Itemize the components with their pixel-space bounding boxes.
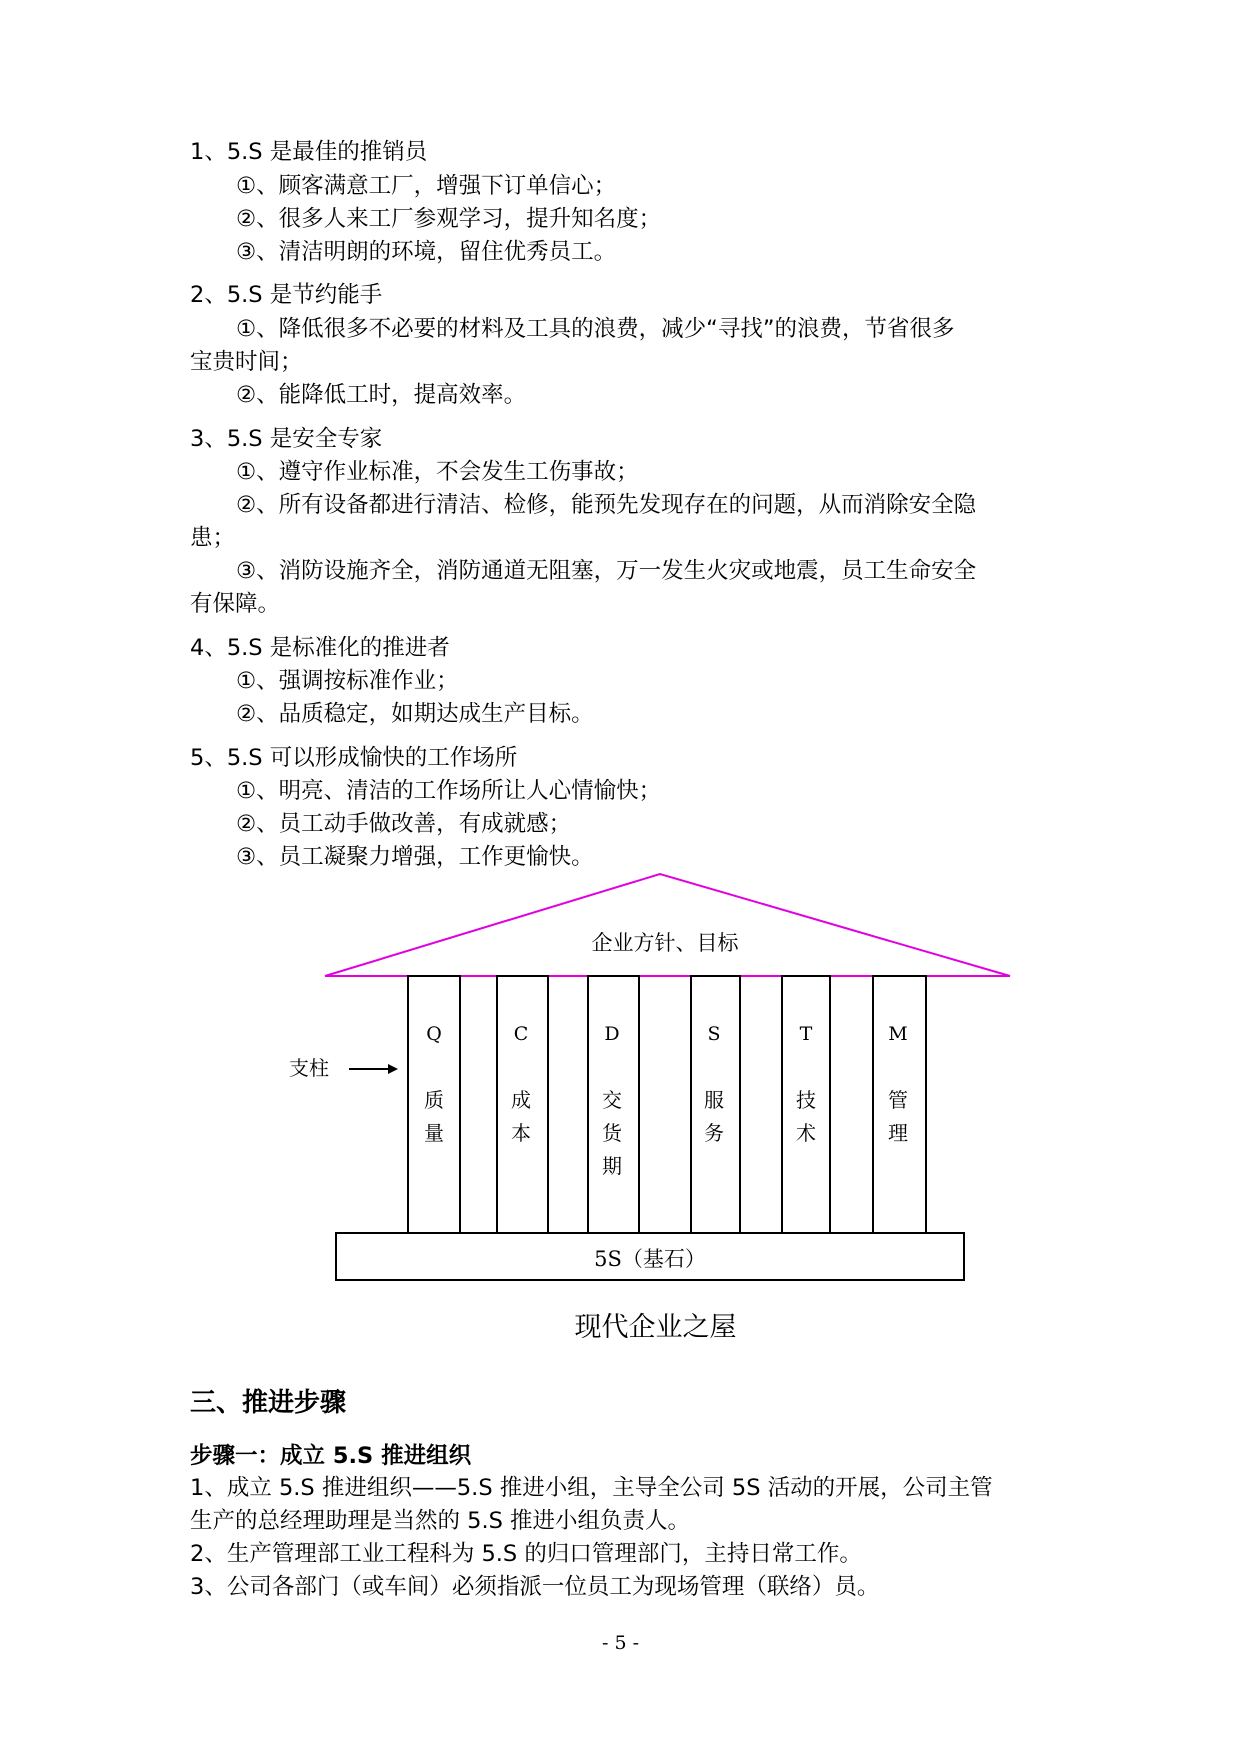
section-3-heading: 3、5.S 是安全专家 (190, 426, 383, 452)
pillar-c (497, 976, 548, 1233)
section-4-heading: 4、5.S 是标准化的推进者 (190, 635, 450, 661)
step-1-line-1-cont: 生产的总经理助理是当然的 5.S 推进小组负责人。 (190, 1508, 691, 1534)
pillar-m-letter: M (888, 1023, 908, 1045)
step-1-line-1: 1、成立 5.S 推进组织——5.S 推进小组，主导全公司 5S 活动的开展，公司主管 (190, 1475, 993, 1501)
foundation-base (336, 1233, 964, 1280)
section-4-item-1: ①、强调按标准作业； (236, 668, 459, 694)
section-1-item-2: ②、很多人来工厂参观学习，提升知名度； (236, 206, 662, 232)
section-5-item-2: ②、员工动手做改善，有成就感； (236, 811, 572, 837)
section-2-item-2: ②、能降低工时，提高效率。 (236, 382, 527, 408)
section-3-item-3: ③、消防设施齐全，消防通道无阻塞，万一发生火灾或地震，员工生命安全 (236, 558, 977, 584)
section-5-item-1: ①、明亮、清洁的工作场所让人心情愉快； (236, 778, 662, 804)
section-4-item-2: ②、品质稳定，如期达成生产目标。 (236, 701, 594, 727)
step-1-line-3: 3、公司各部门（或车间）必须指派一位员工为现场管理（联络）员。 (190, 1574, 880, 1600)
pillar-s-letter: S (707, 1023, 721, 1045)
pillar-label-d (602, 1088, 624, 1178)
section-2-item-1: ①、降低很多不必要的材料及工具的浪费，减少“寻找”的浪费，节省很多 (236, 316, 955, 342)
pillar-d (588, 976, 639, 1233)
pillar-label-char: 成 (511, 1088, 531, 1112)
pillar-label-char: 量 (424, 1121, 444, 1145)
section-3-item-3-cont: 有保障。 (190, 591, 281, 617)
pillar-label-q (424, 1088, 444, 1145)
pillar-label-m (888, 1088, 908, 1145)
roof-label: 企业方针、目标 (591, 931, 739, 955)
section-5-heading: 5、5.S 可以形成愉快的工作场所 (190, 745, 518, 771)
page-number: - 5 - (601, 1632, 639, 1654)
pillar-label-c (511, 1088, 531, 1145)
pillar-m (873, 976, 926, 1233)
pillar-label-char: 技 (796, 1088, 816, 1112)
section-3-item-1: ①、遵守作业标准，不会发生工伤事故； (236, 459, 639, 485)
section-5-item-3: ③、员工凝聚力增强，工作更愉快。 (236, 844, 594, 870)
section-3-title: 三、推进步骤 (190, 1388, 347, 1418)
pillar-label-char: 理 (888, 1121, 908, 1145)
pillar-t (782, 976, 830, 1233)
pillar-q (408, 976, 460, 1233)
pillar-label-char: 术 (796, 1121, 816, 1145)
pillar-label-char: 质 (424, 1088, 444, 1112)
section-3-item-2-cont: 患； (190, 525, 236, 551)
diagram-caption: 现代企业之屋 (574, 1312, 737, 1343)
pillar-label-char: 交 (602, 1088, 622, 1112)
pillar-pointer-label: 支柱 (289, 1056, 329, 1080)
roof-triangle (325, 874, 1010, 976)
section-2-heading: 2、5.S 是节约能手 (190, 282, 383, 308)
pillar-s (691, 976, 740, 1233)
section-3-item-2: ②、所有设备都进行清洁、检修，能预先发现存在的问题，从而消除安全隐 (236, 492, 977, 518)
section-1-heading: 1、5.S 是最佳的推销员 (190, 139, 428, 165)
pillar-d-letter: D (604, 1023, 620, 1045)
pillar-label-char: 务 (704, 1121, 724, 1145)
pillar-label-char: 本 (511, 1121, 531, 1145)
section-1-item-1: ①、顾客满意工厂，增强下订单信心； (236, 173, 617, 199)
pillar-label-char: 货 (602, 1121, 622, 1145)
pillar-c-letter: C (513, 1023, 529, 1045)
step-1-title: 步骤一：成立 5.S 推进组织 (190, 1443, 472, 1469)
step-1-line-2: 2、生产管理部工业工程科为 5.S 的归口管理部门，主持日常工作。 (190, 1541, 862, 1567)
section-2-item-1-cont: 宝贵时间； (190, 349, 303, 375)
pillar-t-letter: T (799, 1023, 813, 1045)
foundation-label: 5S（基石） (594, 1247, 706, 1271)
pillar-label-s (704, 1088, 724, 1145)
pillar-label-char: 管 (888, 1088, 908, 1112)
pillar-label-char: 期 (602, 1154, 622, 1178)
section-1-item-3: ③、清洁明朗的环境，留住优秀员工。 (236, 239, 617, 265)
pillar-label-char: 服 (704, 1088, 724, 1112)
pillar-label-t (796, 1088, 816, 1145)
pillar-q-letter: Q (426, 1023, 442, 1045)
